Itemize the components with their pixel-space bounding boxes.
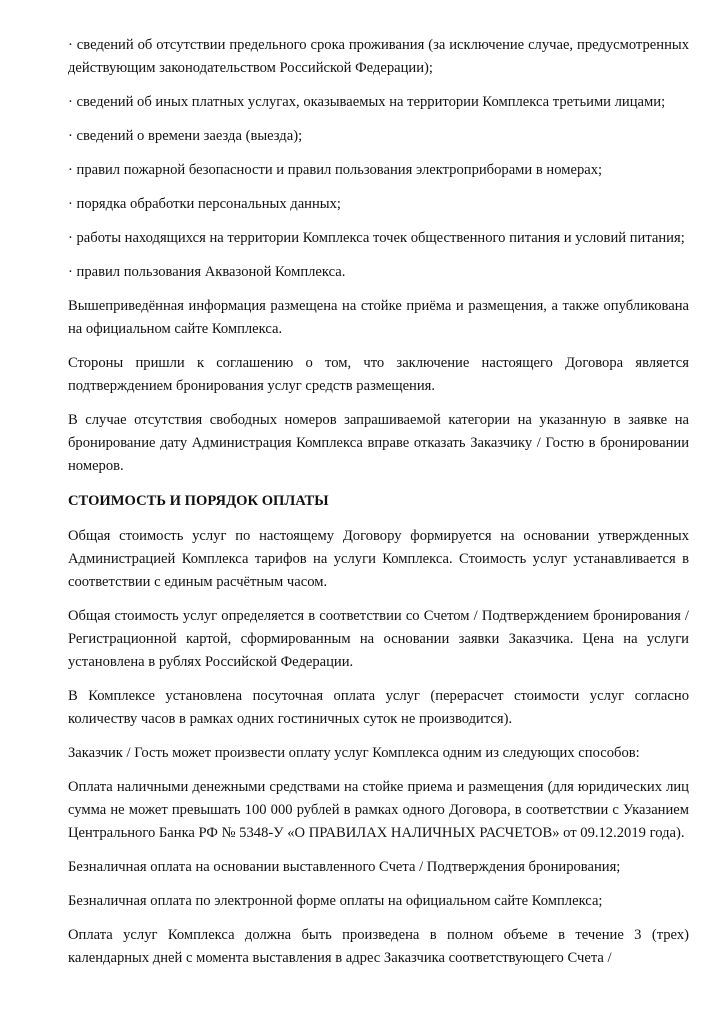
paragraph-cash-payment: Оплата наличными денежными средствами на стойке приема и размещения (для юридических лиц сумма не может превышать 100 000 рублей в рамках одного Договора, в соответствии с Указанием Центрального Банка РФ № 5348-У «О ПРАВИЛАХ НАЛИЧНЫХ РАСЧЕТОВ» от 09.12.2019 года). [68, 779, 689, 841]
list-item-fire-safety: · правил пожарной безопасности и правил пользования электроприборами в номерах; [68, 162, 603, 178]
paragraph-payment-deadline: Оплата услуг Комплекса должна быть произведена в полном объеме в течение 3 (трех) календарных дней с момента выставления в адрес Заказчика соответствующего Счета / [68, 927, 689, 966]
paragraph-no-rooms: В случае отсутствия свободных номеров запрашиваемой категории на указанную в заявке на бронирование дату Администрация Комплекса вправе отказать Заказчику / Гостю в бронировании номеров. [68, 412, 689, 474]
paragraph-online-payment: Безналичная оплата по электронной форме оплаты на официальном сайте Комплекса; [68, 893, 603, 909]
list-item-aquazone: · правил пользования Аквазоной Комплекса. [68, 264, 346, 280]
paragraph-info-published: Вышеприведённая информация размещена на стойке приёма и размещения, а также опубликована на официальном сайте Комплекса. [68, 298, 689, 337]
paragraph-booking-confirmation: Стороны пришли к соглашению о том, что заключение настоящего Договора является подтверждением бронирования услуг средств размещения. [68, 355, 689, 394]
document-page [68, 34, 689, 981]
paragraph-total-cost: Общая стоимость услуг по настоящему Договору формируется на основании утвержденных Администрацией Комплекса тарифов на услуги Комплекса. Стоимость услуг устанавливается в соответствии с единым расчётным часом. [68, 528, 689, 590]
list-item-personal-data: · порядка обработки персональных данных; [68, 196, 341, 212]
paragraph-invoice-payment: Безналичная оплата на основании выставленного Счета / Подтверждения бронирования; [68, 859, 621, 875]
list-item-catering: · работы находящихся на территории Комплекса точек общественного питания и условий питания; [68, 230, 685, 246]
paragraph-daily-payment: В Комплексе установлена посуточная оплата услуг (перерасчет стоимости услуг согласно количеству часов в рамках одних гостиничных суток не производится). [68, 688, 689, 727]
paragraph-cost-determination: Общая стоимость услуг определяется в соответствии со Счетом / Подтверждением бронирования / Регистрационной картой, сформированным на основании заявки Заказчика. Цена на услуги установлена в рублях Российской Федерации. [68, 608, 689, 670]
list-item-third-party-services: · сведений об иных платных услугах, оказываемых на территории Комплекса третьими лицами; [68, 94, 666, 110]
section-heading: СТОИМОСТЬ И ПОРЯДОК ОПЛАТЫ [68, 493, 329, 509]
list-item-checkin-time: · сведений о времени заезда (выезда); [68, 128, 303, 144]
paragraph-payment-methods: Заказчик / Гость может произвести оплату услуг Комплекса одним из следующих способов: [68, 745, 640, 761]
list-item-no-stay-limit: · сведений об отсутствии предельного срока проживания (за исключение случае, предусмотренных действующим законодательством Российской Федерации); [68, 37, 689, 76]
